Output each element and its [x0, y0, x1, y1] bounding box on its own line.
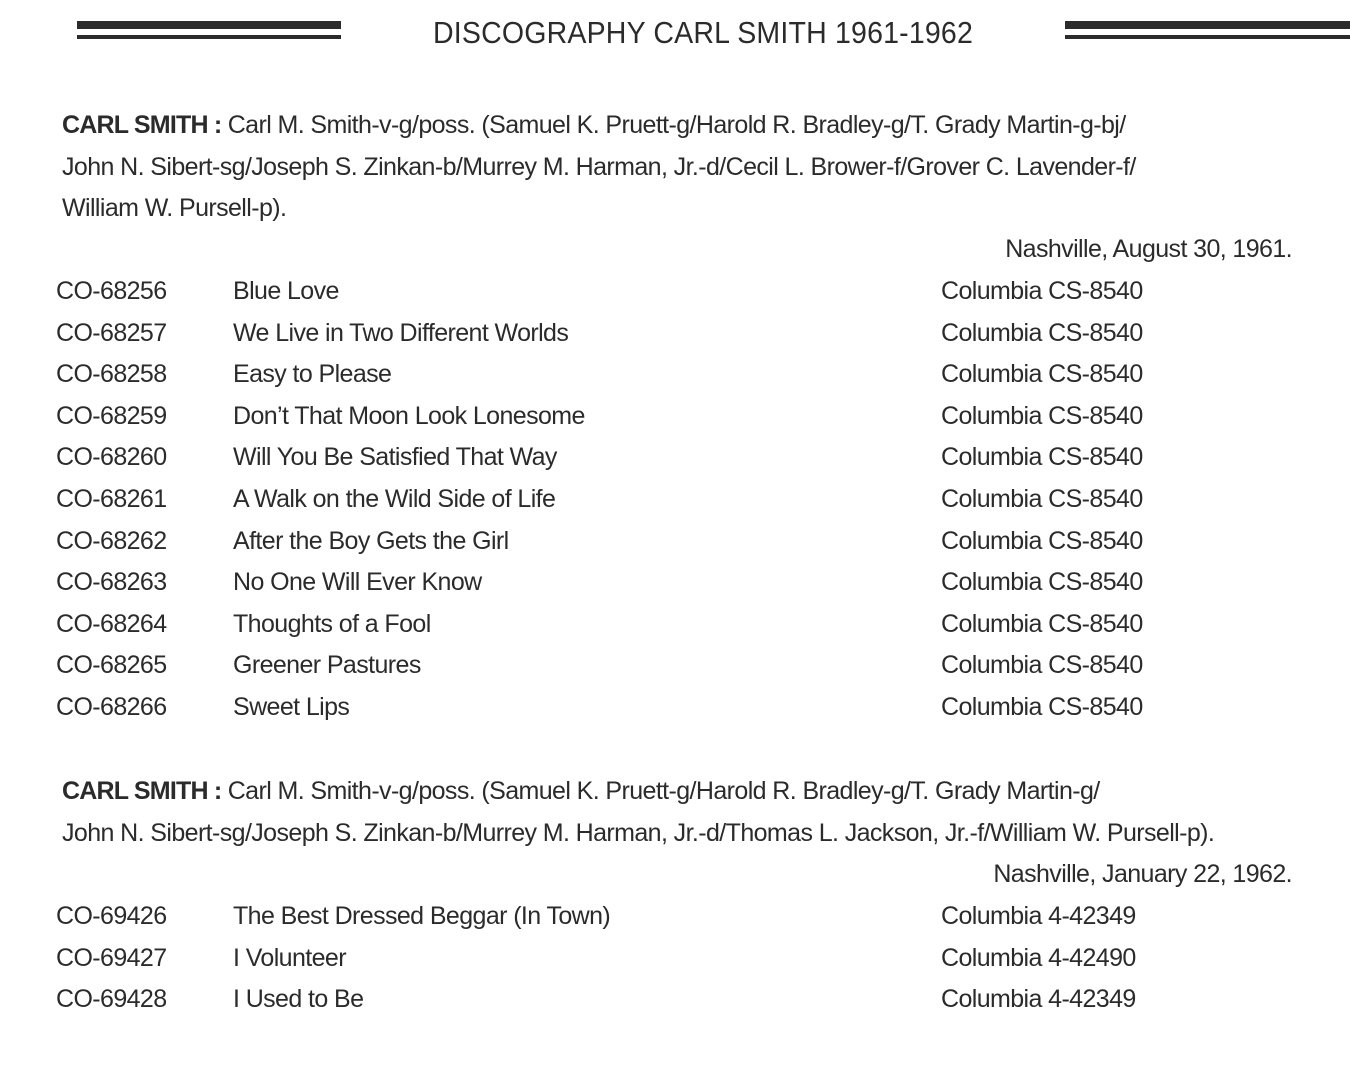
page-title: DISCOGRAPHY CARL SMITH 1961-1962	[432, 15, 974, 50]
personnel-text: Carl M. Smith-v-g/poss. (Samuel K. Pruett-g/Harold R. Bradley-g/T. Grady Martin-g-bj/	[221, 111, 1126, 139]
matrix-number: CO-68260	[56, 443, 167, 472]
track-row	[0, 562, 1350, 604]
track-row	[0, 604, 1350, 646]
personnel-line: William W. Pursell-p).	[62, 194, 287, 223]
session-personnel	[62, 105, 1292, 230]
release-label: Columbia CS-8540	[941, 693, 1143, 721]
header-rule-right	[1065, 21, 1350, 45]
personnel-text: Carl M. Smith-v-g/poss. (Samuel K. Pruett-g/Harold R. Bradley-g/T. Grady Martin-g/	[221, 777, 1100, 805]
track-title: A Walk on the Wild Side of Life	[233, 485, 556, 513]
matrix-number: CO-68256	[56, 277, 167, 305]
personnel-line: John N. Sibert-sg/Joseph S. Zinkan-b/Murrey M. Harman, Jr.-d/Thomas L. Jackson, Jr.-f/William W. Pursell-p).	[62, 818, 1215, 847]
matrix-number: CO-69428	[56, 985, 167, 1014]
track-title: Sweet Lips	[233, 693, 350, 721]
release-label: Columbia CS-8540	[941, 651, 1143, 680]
release-label: Columbia CS-8540	[941, 443, 1143, 472]
track-row	[0, 979, 1350, 1021]
track-row	[0, 687, 1350, 729]
matrix-number: CO-69427	[56, 943, 167, 972]
matrix-number: CO-68259	[56, 401, 167, 430]
release-label: Columbia CS-8540	[941, 277, 1143, 305]
track-title: Blue Love	[233, 277, 339, 305]
matrix-number: CO-68262	[56, 526, 167, 555]
track-title: Thoughts of a Fool	[233, 609, 431, 638]
track-row	[0, 313, 1350, 355]
session-personnel	[62, 771, 1292, 854]
header-rule-left-thick	[77, 21, 341, 29]
matrix-number: CO-68265	[56, 651, 167, 680]
release-label: Columbia CS-8540	[941, 485, 1143, 513]
track-row	[0, 396, 1350, 438]
track-title: I Volunteer	[233, 943, 346, 972]
header-rule-right-thin	[1065, 35, 1350, 39]
track-row	[0, 479, 1350, 521]
release-label: Columbia CS-8540	[941, 568, 1143, 597]
track-title: We Live in Two Different Worlds	[233, 318, 569, 347]
track-title: Greener Pastures	[233, 651, 421, 680]
page-header	[0, 0, 1350, 70]
track-row	[0, 354, 1350, 396]
release-label: Columbia CS-8540	[941, 526, 1143, 555]
release-label: Columbia 4-42349	[941, 985, 1136, 1014]
artist-name: CARL SMITH :	[62, 111, 222, 139]
track-row	[0, 521, 1350, 563]
header-rule-right-thick	[1065, 21, 1350, 29]
track-title: Easy to Please	[233, 360, 392, 389]
track-row	[0, 437, 1350, 479]
release-label: Columbia CS-8540	[941, 360, 1143, 389]
matrix-number: CO-68266	[56, 693, 167, 721]
personnel-line	[62, 771, 1292, 813]
header-rule-left	[77, 21, 341, 45]
personnel-line: John N. Sibert-sg/Joseph S. Zinkan-b/Murrey M. Harman, Jr.-d/Cecil L. Brower-f/Grover C. Lavender-f/	[62, 152, 1136, 181]
personnel-line	[62, 105, 1292, 147]
track-title: No One Will Ever Know	[233, 568, 482, 597]
release-label: Columbia CS-8540	[941, 318, 1143, 347]
artist-name: CARL SMITH :	[62, 777, 222, 805]
track-title: I Used to Be	[233, 985, 364, 1014]
release-label: Columbia 4-42490	[941, 943, 1136, 972]
track-row	[0, 896, 1350, 938]
release-label: Columbia 4-42349	[941, 902, 1136, 930]
track-title: Will You Be Satisfied That Way	[233, 443, 557, 472]
track-title: The Best Dressed Beggar (In Town)	[233, 902, 611, 930]
matrix-number: CO-68261	[56, 485, 167, 513]
matrix-number: CO-69426	[56, 902, 167, 930]
release-label: Columbia CS-8540	[941, 609, 1143, 638]
header-rule-left-thin	[77, 35, 341, 39]
matrix-number: CO-68263	[56, 568, 167, 597]
track-title: Don’t That Moon Look Lonesome	[233, 401, 585, 430]
matrix-number: CO-68264	[56, 609, 167, 638]
track-row	[0, 938, 1350, 980]
matrix-number: CO-68258	[56, 360, 167, 389]
track-row	[0, 645, 1350, 687]
track-row	[0, 271, 1350, 313]
track-title: After the Boy Gets the Girl	[233, 526, 509, 555]
session-place-date: Nashville, August 30, 1961.	[1005, 235, 1292, 263]
release-label: Columbia CS-8540	[941, 401, 1143, 430]
session-place-date: Nashville, January 22, 1962.	[993, 860, 1292, 888]
matrix-number: CO-68257	[56, 318, 167, 347]
